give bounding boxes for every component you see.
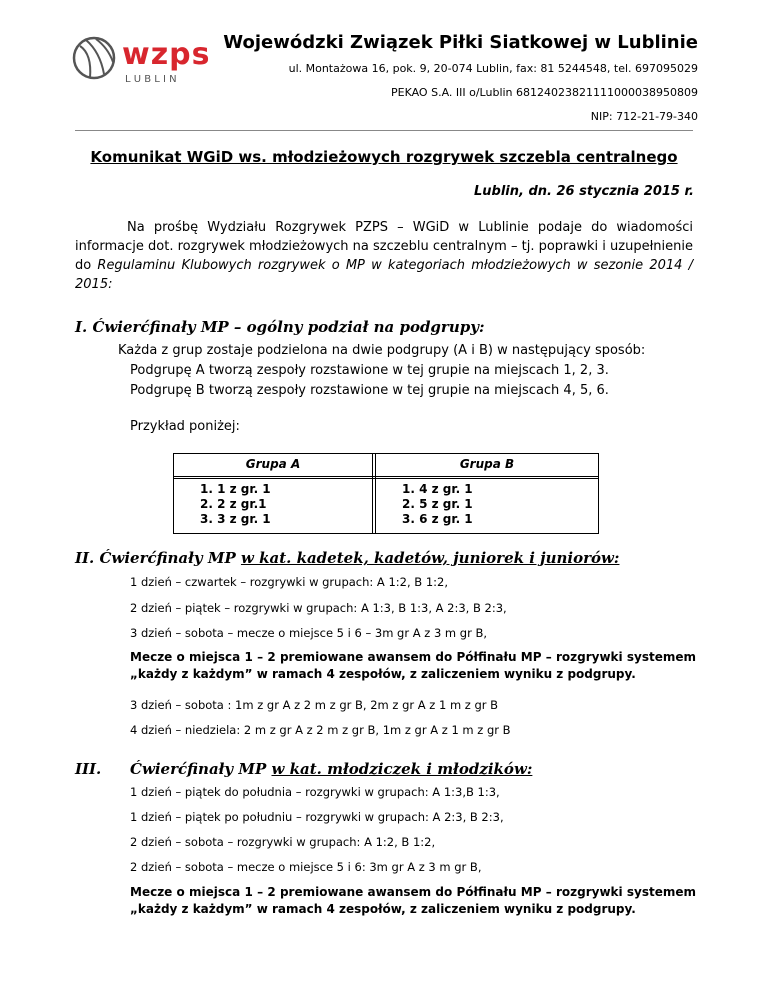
section-3-note: Mecze o miejsca 1 – 2 premiowane awansem do Półfinału MP – rozgrywki systemem „każdy z każdym” w ramach 4 zespołów, z zaliczeniem wyniku z podgrupy. <box>130 885 696 916</box>
groups-table <box>173 453 599 534</box>
schedule-line: 1 dzień – piątek po południu – rozgrywki w grupach: A 2:3, B 2:3, <box>130 810 504 824</box>
section-1-heading: I. Ćwierćfinały MP – ogólny podział na podgrupy: <box>75 318 485 336</box>
table-cell: 3. 3 z gr. 1 <box>200 512 271 526</box>
schedule-line: 3 dzień – sobota : 1m z gr A z 2 m z gr B, 2m z gr A z 1 m z gr B <box>130 698 499 712</box>
organization-nip: NIP: 712-21-79-340 <box>590 110 698 123</box>
section-2-note: Mecze o miejsca 1 – 2 premiowane awansem do Półfinału MP – rozgrywki systemem „każdy z każdym” w ramach 4 zespołów, z zaliczeniem wyniku z podgrupy. <box>130 650 696 681</box>
schedule-line: 2 dzień – sobota – rozgrywki w grupach: A 1:2, B 1:2, <box>130 835 436 849</box>
intro-paragraph <box>75 218 693 294</box>
table-divider <box>174 478 598 479</box>
schedule-line: 2 dzień – sobota – mecze o miejsce 5 i 6: 3m gr A z 3 m gr B, <box>130 860 482 874</box>
table-divider <box>174 476 598 477</box>
section-3-number: III. <box>75 760 102 778</box>
section-2-heading-text: II. Ćwierćfinały MP <box>75 549 241 567</box>
table-cell: 1. 4 z gr. 1 <box>402 482 473 496</box>
organization-bank: PEKAO S.A. III o/Lublin 68124023821111000038950809 <box>391 86 698 99</box>
section-2-heading-category: w kat. kadetek, kadetów, juniorek i juniorów: <box>240 549 620 567</box>
schedule-line: 3 dzień – sobota – mecze o miejsce 5 i 6 – 3m gr A z 3 m gr B, <box>130 626 488 640</box>
document-date: Lublin, dn. 26 stycznia 2015 r. <box>473 184 694 199</box>
section-3-heading <box>130 760 532 778</box>
organization-address: ul. Montażowa 16, pok. 9, 20-074 Lublin, fax: 81 5244548, tel. 697095029 <box>288 62 698 75</box>
schedule-line: 2 dzień – piątek – rozgrywki w grupach: A 1:3, B 1:3, A 2:3, B 2:3, <box>130 601 507 615</box>
table-cell: 1. 1 z gr. 1 <box>200 482 271 496</box>
table-header-a: Grupa A <box>245 457 301 471</box>
header-divider <box>75 130 693 131</box>
schedule-line: 1 dzień – czwartek – rozgrywki w grupach: A 1:2, B 1:2, <box>130 575 448 589</box>
section-2-heading <box>75 549 619 567</box>
table-cell: 2. 2 z gr.1 <box>200 497 267 511</box>
document-title: Komunikat WGiD ws. młodzieżowych rozgrywek szczebla centralnego <box>90 148 678 166</box>
section-1-line: Podgrupę B tworzą zespoły rozstawione w tej grupie na miejscach 4, 5, 6. <box>130 383 609 398</box>
organization-name: Wojewódzki Związek Piłki Siatkowej w Lublinie <box>223 32 698 53</box>
intro-text: Na prośbę Wydziału Rozgrywek PZPS – WGiD w Lublinie podaje do wiadomości informacje dot. rozgrywek młodzieżowych na szczeblu centralnym – tj. poprawki i uzupełnienie do <box>75 220 693 273</box>
table-cell: 2. 5 z gr. 1 <box>402 497 473 511</box>
intro-regulation: Regulaminu Klubowych rozgrywek o MP w kategoriach młodzieżowych w sezonie 2014 / 2015: <box>75 258 693 292</box>
schedule-line: 1 dzień – piątek do południa – rozgrywki w grupach: A 1:3,B 1:3, <box>130 785 500 799</box>
schedule-line: 4 dzień – niedziela: 2 m z gr A z 2 m z gr B, 1m z gr A z 1 m z gr B <box>130 723 511 737</box>
table-header-b: Grupa B <box>459 457 515 471</box>
logo-text: wzps <box>122 37 211 72</box>
table-cell: 3. 6 z gr. 1 <box>402 512 473 526</box>
section-3-heading-category: w kat. młodziczek i młodzików: <box>271 760 533 778</box>
example-label: Przykład poniżej: <box>130 419 240 434</box>
section-1-line: Każda z grup zostaje podzielona na dwie podgrupy (A i B) w następujący sposób: <box>118 343 646 358</box>
logo-subtext: L U B L I N <box>125 74 177 84</box>
section-3-heading-text: Ćwierćfinały MP <box>130 760 272 778</box>
volleyball-icon <box>74 38 114 78</box>
section-1-line: Podgrupę A tworzą zespoły rozstawione w tej grupie na miejscach 1, 2, 3. <box>130 363 609 378</box>
